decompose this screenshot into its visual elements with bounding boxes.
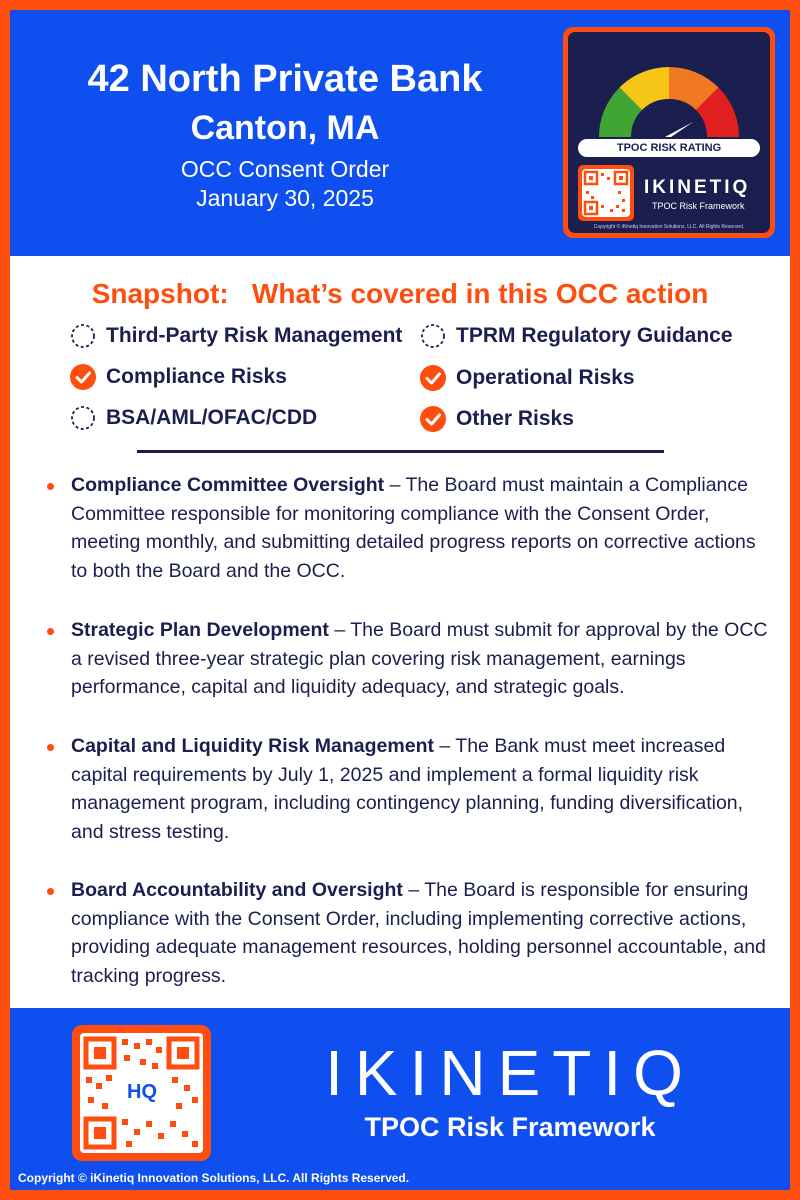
coverage-label: Operational Risks: [456, 366, 635, 389]
bullet-text: – The Board must maintain a Compliance Committee responsible for monitoring compliance with the Consent Order, meeting monthly, and submitting detailed progress reports on corrective actions to both the Board and the OCC.: [71, 474, 756, 582]
coverage-item: [70, 405, 317, 431]
coverage-label: Third-Party Risk Management: [106, 324, 403, 347]
bullet-dot-icon: [47, 483, 54, 490]
badge-copyright: Copyright © iKinetiq Innovation Solutions, LLC. All Rights Reserved.: [593, 224, 745, 230]
coverage-label: BSA/AML/OFAC/CDD: [106, 406, 318, 429]
badge-brand-logo: IKINETIQ: [644, 177, 751, 198]
order-type: OCC Consent Order: [180, 156, 390, 182]
coverage-label: Compliance Risks: [106, 365, 287, 388]
bullet-item: [71, 471, 771, 585]
bank-name: 42 North Private Bank: [87, 58, 483, 100]
badge-qr-code[interactable]: [578, 165, 634, 221]
bank-city: Canton, MA: [190, 109, 380, 147]
badge-qr-inner: [582, 169, 630, 217]
risk-gauge-icon: [589, 42, 749, 142]
badge-tagline: TPOC Risk Framework: [652, 201, 745, 211]
footer-tagline: TPOC Risk Framework: [364, 1112, 656, 1142]
bullet-dot-icon: [47, 888, 54, 895]
bullet-heading: Strategic Plan Development: [71, 619, 329, 641]
coverage-item: [70, 323, 402, 349]
footer-copyright: Copyright © iKinetiq Innovation Solutions, LLC. All Rights Reserved.: [18, 1171, 410, 1185]
bullet-text: – The Bank must meet increased capital requirements by July 1, 2025 and implement a formal liquidity risk management program, including contingency planning, funding diversification, and stress testing.: [71, 735, 744, 843]
check-circle-icon: [420, 365, 446, 391]
qr-pattern-icon: [582, 169, 630, 217]
footer-qr-code[interactable]: [72, 1025, 211, 1161]
bullet-heading: Board Accountability and Oversight: [71, 879, 403, 901]
footer-qr-inner: [80, 1033, 203, 1153]
page: [10, 10, 790, 1190]
bullet-item: [71, 616, 771, 702]
coverage-label: TPRM Regulatory Guidance: [456, 324, 733, 347]
footer-brand-logo: IKINETIQ: [325, 1037, 695, 1109]
dashed-circle-icon: [70, 323, 96, 349]
bullet-heading: Compliance Committee Oversight: [71, 474, 385, 496]
order-date: January 30, 2025: [196, 185, 374, 211]
bullet-text: – The Board must submit for approval by the OCC a revised three-year strategic plan covering risk management, earnings performance, capital and liquidity adequacy, and strategic goals.: [71, 619, 768, 698]
dashed-circle-icon: [70, 405, 96, 431]
bullet-heading: Capital and Liquidity Risk Management: [71, 735, 434, 757]
snapshot-title: Snapshot: What’s covered in this OCC action: [91, 278, 709, 309]
coverage-item: [420, 365, 635, 391]
section-divider: [137, 450, 664, 453]
bullet-item: [71, 876, 771, 990]
check-circle-icon: [70, 364, 96, 390]
badge-inner: [568, 32, 770, 233]
dashed-circle-icon: [420, 323, 446, 349]
bullet-dot-icon: [47, 628, 54, 635]
bullet-item: [71, 732, 771, 846]
coverage-item: [420, 406, 574, 432]
coverage-label: Other Risks: [456, 407, 574, 430]
check-circle-icon: [420, 406, 446, 432]
coverage-item: [70, 364, 287, 390]
bullet-dot-icon: [47, 744, 54, 751]
header: [10, 10, 790, 256]
risk-rating-badge: [563, 27, 775, 238]
coverage-item: [420, 323, 733, 349]
qr-logo-text: HQ: [127, 1081, 157, 1103]
bullet-text: – The Board is responsible for ensuring compliance with the Consent Order, including implementing corrective actions, providing adequate management resources, holding personnel accountable, and tracking progress.: [71, 879, 766, 987]
footer: [10, 1008, 790, 1190]
rating-label: TPOC RISK RATING: [578, 139, 760, 157]
